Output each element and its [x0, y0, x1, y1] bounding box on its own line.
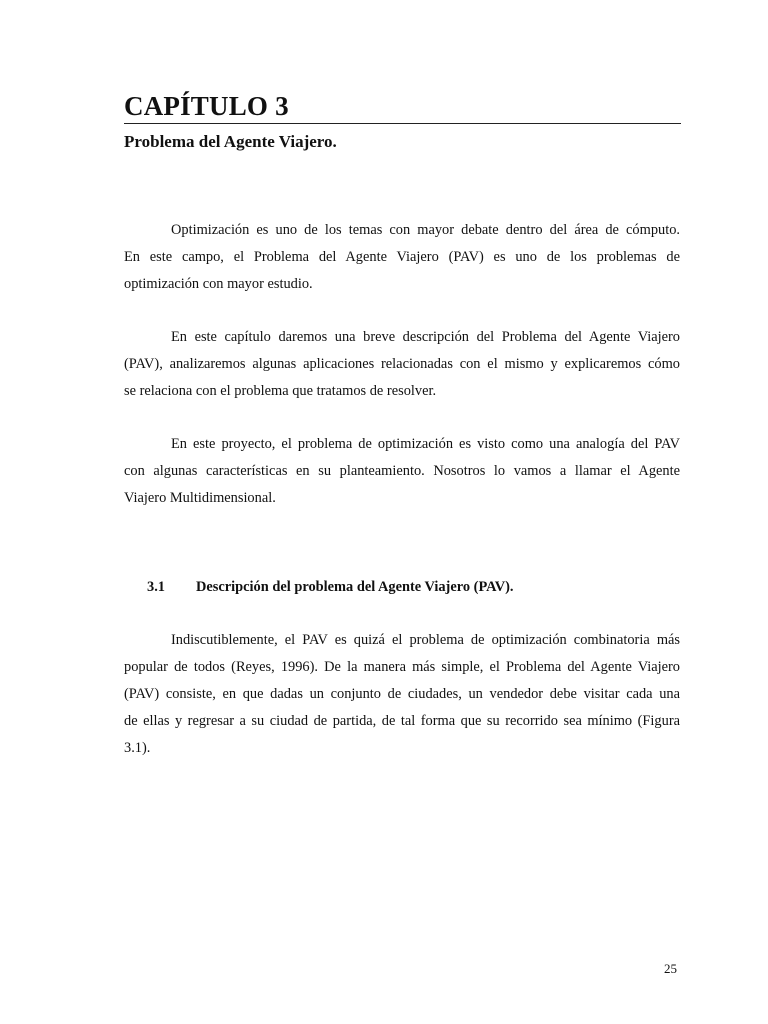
section-heading	[147, 577, 514, 597]
paragraph-line: popular de todos (Reyes, 1996). De la manera más simple, el Problema del Agente Viajero	[124, 659, 680, 675]
paragraph-line: de ellas y regresar a su ciudad de partida, de tal forma que su recorrido sea mínimo (Figura	[124, 713, 680, 729]
paragraph-line: optimización con mayor estudio.	[124, 276, 313, 292]
paragraph-line: Indiscutiblemente, el PAV es quizá el problema de optimización combinatoria más	[171, 632, 680, 648]
paragraph-line: En este capítulo daremos una breve descripción del Problema del Agente Viajero	[171, 329, 680, 345]
paragraph-line: se relaciona con el problema que tratamos de resolver.	[124, 383, 437, 399]
chapter-title-rule	[124, 123, 681, 124]
section-title: Descripción del problema del Agente Viajero (PAV).	[196, 579, 514, 595]
section-number: 3.1	[147, 579, 165, 595]
paragraph-line: con algunas características en su planteamiento. Nosotros lo vamos a llamar el Agente	[124, 463, 680, 479]
paragraph-line: En este campo, el Problema del Agente Viajero (PAV) es uno de los problemas de	[124, 249, 680, 265]
paragraph-line: (PAV), analizaremos algunas aplicaciones relacionadas con el mismo y explicaremos cómo	[124, 356, 680, 372]
paragraph-line: Viajero Multidimensional.	[124, 490, 276, 506]
page-number: 25	[664, 961, 677, 976]
chapter-title: CAPÍTULO 3	[124, 91, 289, 121]
chapter-subtitle: Problema del Agente Viajero.	[124, 132, 337, 151]
paragraph-line: (PAV) consiste, en que dadas un conjunto de ciudades, un vendedor debe visitar cada una	[124, 686, 680, 702]
paragraph-line: En este proyecto, el problema de optimización es visto como una analogía del PAV	[171, 436, 680, 452]
paragraph-line: 3.1).	[124, 740, 151, 756]
paragraph-line: Optimización es uno de los temas con mayor debate dentro del área de cómputo.	[171, 222, 680, 238]
